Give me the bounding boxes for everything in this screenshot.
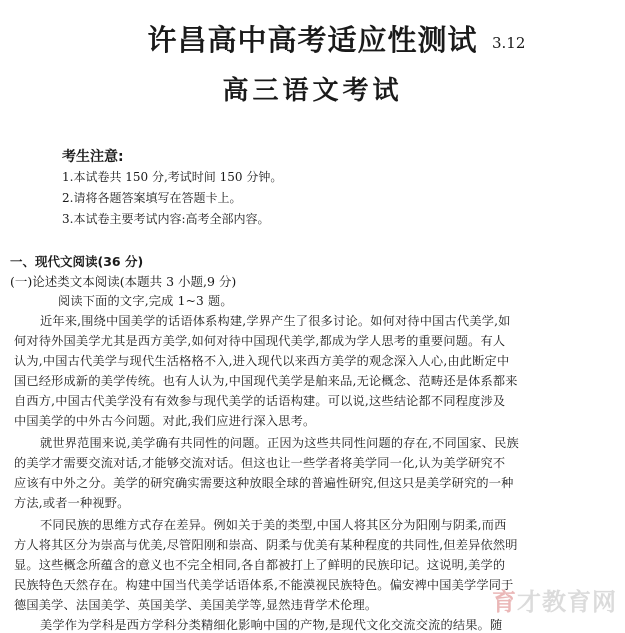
- notice-item: 3.本试卷主要考试内容:高考全部内容。: [62, 212, 270, 226]
- paragraph-line: 自西方,中国古代美学没有有效参与现代美学的话语构建。可以说,这些结论都不同程度涉及: [14, 394, 506, 408]
- paragraph-line: 不同民族的思维方式存在差异。例如关于美的类型,中国人将其区分为阳刚与阴柔,而西: [40, 518, 507, 532]
- section-heading: 一、现代文阅读(36 分): [10, 254, 144, 269]
- paragraph-line: 方法,或者一种视野。: [14, 496, 130, 510]
- paragraph-line: 国已经形成新的美学传统。也有人认为,中国现代美学是舶来品,无论概念、范畴还是体系都来: [14, 374, 518, 388]
- paragraph-line: 民族特色天然存在。构建中国当代美学话语体系,不能漠视民族特色。偏安裨中国美学学同于: [14, 578, 514, 592]
- notice-item: 2.请将各题答案填写在答题卡上。: [62, 191, 242, 205]
- paragraph-line: 美学作为学科是西方学科分类精细化影响中国的产物,是现代文化交流交流的结果。随: [40, 618, 503, 632]
- exam-title: 许昌高中高考适应性测试: [147, 23, 478, 57]
- notice-item: 1.本试卷共 150 分,考试时间 150 分钟。: [62, 170, 283, 184]
- paragraph-line: 的美学才需要交流对话,才能够交流对话。但这也让一些学者将美学同一化,认为美学研究不: [14, 456, 506, 470]
- paragraph-line: 认为,中国古代美学与现代生活格格不入,进入现代以来西方美学的观念深入人心,由此断定中: [14, 354, 510, 368]
- paragraph-line: 近年来,围绕中国美学的话语体系构建,学界产生了很多讨论。如何对待中国古代美学,如: [40, 314, 511, 328]
- paragraph-line: 何对待外国美学尤其是西方美学,如何对待中国现代美学,都成为学人思考的重要问题。有人: [14, 334, 506, 348]
- paragraph-line: 中国美学的中外古今问题。对此,我们应进行深入思考。: [14, 414, 316, 428]
- paragraph-line: 德国美学、法国美学、英国美学、美国美学等,显然违背学术伦理。: [14, 598, 378, 612]
- instruction: 阅读下面的文字,完成 1~3 题。: [58, 294, 233, 308]
- watermark: [492, 582, 617, 617]
- paragraph-line: 显。这些概念所蕴含的意义也不完全相同,各自都被打上了鲜明的民族印记。这说明,美学的: [14, 558, 506, 572]
- exam-date: 3.12: [492, 34, 526, 52]
- paragraph-line: 方人将其区分为崇高与优美,尽管阳刚和崇高、阴柔与优美有某种程度的共同性,但差异依然明: [14, 538, 518, 552]
- notice-heading: 考生注意:: [62, 149, 124, 165]
- paragraph-line: 应该有中外之分。美学的研究确实需要这种放眼全球的普遍性研究,但这只是美学研究的一种: [14, 476, 514, 490]
- watermark-part: 才教育网: [517, 588, 617, 616]
- paragraph-line: 就世界范围来说,美学确有共同性的问题。正因为这些共同性问题的存在,不同国家、民族: [40, 436, 519, 450]
- watermark-part: 育: [492, 588, 517, 616]
- exam-subtitle: 高三语文考试: [222, 76, 403, 106]
- subsection-heading: (一)论述类文本阅读(本题共 3 小题,9 分): [10, 274, 237, 289]
